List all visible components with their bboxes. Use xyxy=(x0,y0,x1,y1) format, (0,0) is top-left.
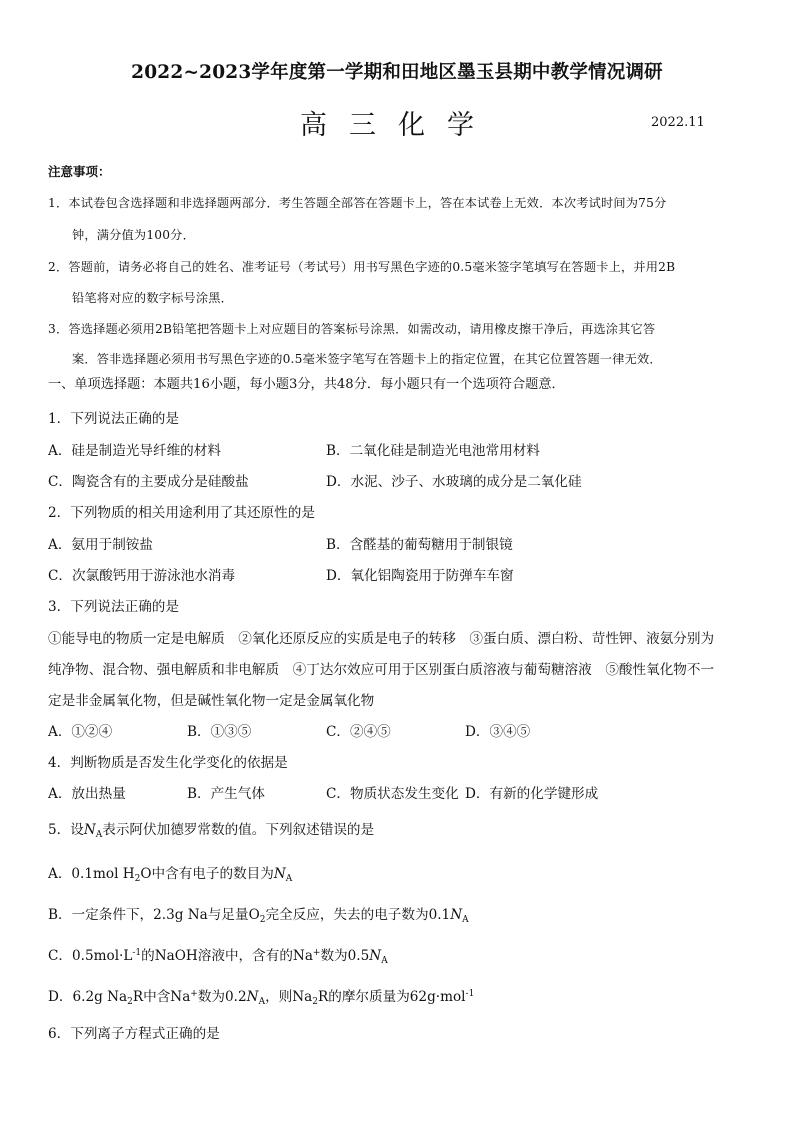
q2-option-b: B．含醛基的葡萄糖用于制银镜 xyxy=(326,537,513,553)
q5-d-text-3: 数为0.2 xyxy=(197,989,247,1005)
note-3-line-1: 3．答选择题必须用2B铅笔把答题卡上对应题目的答案标号涂黑．如需改动，请用橡皮擦干净后，再选涂其它答 xyxy=(48,322,656,336)
q2-option-a: A．氨用于制铵盐 xyxy=(48,537,153,553)
q3-stem: 3．下列说法正确的是 xyxy=(48,599,179,615)
q5-c-text-1: C．0.5mol·L xyxy=(48,948,133,964)
q2-stem: 2．下列物质的相关用途利用了其还原性的是 xyxy=(48,505,315,521)
q5-na-subscript: A xyxy=(95,830,103,840)
q5-d-text-4: ，则Na xyxy=(265,989,313,1005)
q5-c-sup: -1 xyxy=(132,948,142,958)
q1-option-c: C．陶瓷含有的主要成分是硅酸盐 xyxy=(48,474,249,490)
q5-b-text-1: B．一定条件下，2.3g Na与足量O xyxy=(48,907,260,923)
q4-option-b: B．产生气体 xyxy=(187,786,265,802)
q5-stem xyxy=(48,818,374,838)
q5-d-sub: 2 xyxy=(127,997,133,1007)
q3-option-c: C．②④⑤ xyxy=(326,724,391,740)
q5-a-text-2: O中含有电子的数目为 xyxy=(140,866,274,882)
q3-statement-line-2: 纯净物、混合物、强电解质和非电解质 ④丁达尔效应可用于区别蛋白质溶液与葡萄糖溶液 ⑤酸性氧化物不一 xyxy=(48,662,715,678)
note-3-line-2: 案．答非选择题必须用书写黑色字迹的0.5毫米签字笔写在答题卡上的指定位置，在其它位置答题一律无效． xyxy=(72,352,662,366)
q5-d-sub-2: 2 xyxy=(312,997,318,1007)
q3-option-d: D．③④⑤ xyxy=(465,724,531,740)
q1-stem: 1．下列说法正确的是 xyxy=(48,411,179,427)
q6-stem: 6．下列离子方程式正确的是 xyxy=(48,1026,220,1042)
q5-c-text-3: 数为0.5 xyxy=(320,948,370,964)
q5-d-na: N xyxy=(246,989,259,1005)
q3-statement-line-1: ①能导电的物质一定是电解质 ②氧化还原反应的实质是电子的转移 ③蛋白质、漂白粉、苛性钾、液氨分别为 xyxy=(48,631,715,647)
q2-option-d: D．氧化铝陶瓷用于防弹车车窗 xyxy=(326,568,514,584)
q5-d-sup: + xyxy=(190,989,198,999)
q5-b-text-2: 完全反应，失去的电子数为0.1 xyxy=(265,907,451,923)
q5-c-na-sub: A xyxy=(381,956,388,966)
exam-title: 2022~2023学年度第一学期和田地区墨玉县期中教学情况调研 xyxy=(131,62,663,83)
q5-c-text-2: 的NaOH溶液中，含有的Na xyxy=(141,948,313,964)
q3-option-b: B．①③⑤ xyxy=(187,724,252,740)
q4-option-d: D．有新的化学键形成 xyxy=(465,786,599,802)
q3-statement-line-3: 定是非金属氧化物，但是碱性氧化物一定是金属氧化物 xyxy=(48,693,375,709)
q5-option-d xyxy=(48,985,474,1005)
q4-stem: 4．判断物质是否发生化学变化的依据是 xyxy=(48,755,288,771)
q1-option-a: A．硅是制造光导纤维的材料 xyxy=(48,443,221,459)
q5-d-text-5: R的摩尔质量为62g·mol xyxy=(317,989,466,1005)
q5-b-na: N xyxy=(450,907,463,923)
q5-d-text-1: D．6.2g Na xyxy=(48,989,128,1005)
q5-c-na: N xyxy=(369,948,382,964)
q5-d-na-sub: A xyxy=(258,997,266,1007)
notes-heading: 注意事项： xyxy=(48,164,111,179)
q5-c-sup-2: + xyxy=(312,948,321,958)
q5-na-symbol: N xyxy=(83,822,96,838)
q5-d-sup-2: -1 xyxy=(465,989,475,999)
q5-a-na: N xyxy=(273,866,286,882)
note-1-line-1: 1．本试卷包含选择题和非选择题两部分．考生答题全部答在答题卡上，答在本试卷上无效．本次考试时间为75分 xyxy=(48,196,667,210)
exam-date: 2022.11 xyxy=(651,115,705,130)
q1-option-d: D．水泥、沙子、水玻璃的成分是二氧化硅 xyxy=(326,474,582,490)
note-2-line-1: 2．答题前，请务必将自己的姓名、准考证号（考试号）用书写黑色字迹的0.5毫米签字笔填写在答题卡上，并用2B xyxy=(48,260,676,274)
q5-stem-prefix: 5．设 xyxy=(48,822,84,838)
q5-a-text-1: A．0.1mol H xyxy=(48,866,135,882)
q1-option-b: B．二氧化硅是制造光电池常用材料 xyxy=(326,443,540,459)
q5-b-na-sub: A xyxy=(462,915,469,925)
q5-a-sub: 2 xyxy=(134,874,141,884)
q4-option-c: C．物质状态发生变化 xyxy=(326,786,459,802)
q5-option-a xyxy=(48,862,292,882)
q5-a-na-sub: A xyxy=(285,874,293,884)
subject-title: 高三化学 xyxy=(300,110,496,141)
q3-option-a: A．①②④ xyxy=(48,724,113,740)
q5-option-c xyxy=(48,944,388,964)
q5-option-b xyxy=(48,903,469,923)
note-2-line-2: 铅笔将对应的数字标号涂黑． xyxy=(72,291,234,305)
q4-option-a: A．放出热量 xyxy=(48,786,126,802)
q5-stem-text: 表示阿伏加德罗常数的值。下列叙述错误的是 xyxy=(102,822,375,838)
section-heading: 一、单项选择题：本题共16小题，每小题3分，共48分．每小题只有一个选项符合题意． xyxy=(48,377,565,392)
q5-d-text-2: R中含Na xyxy=(132,989,191,1005)
note-1-line-2: 钟，满分值为100分． xyxy=(72,228,195,242)
q5-b-sub: 2 xyxy=(259,915,266,925)
q2-option-c: C．次氯酸钙用于游泳池水消毒 xyxy=(48,568,236,584)
